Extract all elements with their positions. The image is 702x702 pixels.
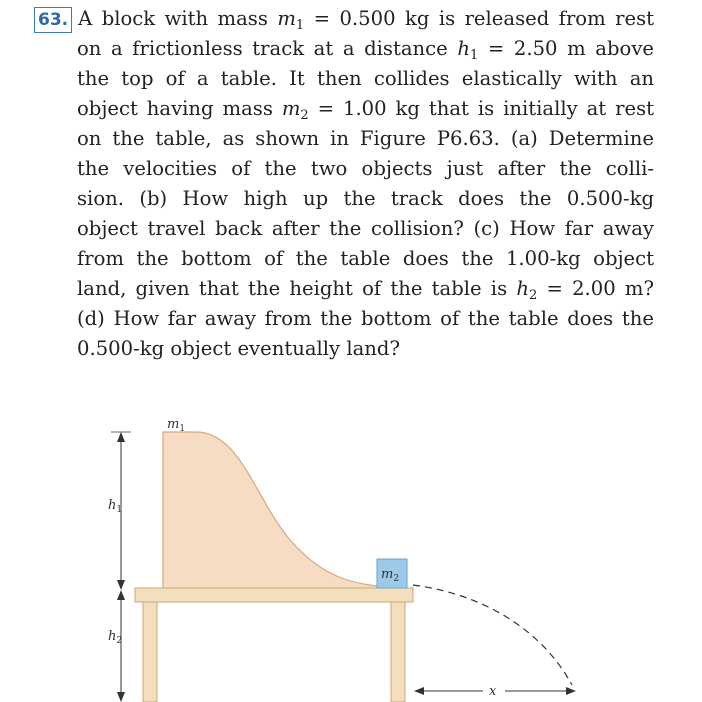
label-h1: $h_1$ — [108, 498, 123, 515]
problem-line: on the table, as shown in Figure P6.63. (a) Determine — [77, 127, 654, 150]
problem-line: on a frictionless track at a distance $h_1 = 2.50$ m above — [77, 37, 654, 63]
problem-line: 63. A block with mass $m_1 = 0.500$ kg is released from rest — [34, 4, 654, 34]
label-m1: $m_1$ — [167, 417, 186, 434]
problem-line: from the bottom of the table does the 1.00-kg object — [77, 247, 654, 270]
variable-h1: $h_1$ — [457, 37, 479, 63]
problem-line: object travel back after the collision? (c) How far away — [77, 217, 654, 240]
table-top — [135, 588, 413, 602]
label-h2: $h_2$ — [108, 629, 123, 646]
table-leg-right — [391, 602, 405, 702]
trajectory — [413, 585, 572, 685]
problem-line: 0.500-kg object eventually land? — [77, 337, 400, 360]
problem-line: land, given that the height of the table is $h_2 = 2.00$ m? — [77, 277, 654, 303]
figure-p6-63 — [0, 380, 702, 702]
problem-line: object having mass $m_2 = 1.00$ kg that is initially at rest — [77, 97, 654, 123]
label-x: x — [489, 684, 497, 699]
variable-m2: $m_2$ — [281, 97, 309, 123]
table-leg-left — [143, 602, 157, 702]
problem-line: the top of a table. It then collides elastically with an — [77, 67, 654, 90]
problem-line: (d) How far away from the bottom of the table does the — [77, 307, 654, 330]
problem-number: 63. — [34, 7, 72, 33]
variable-h2: $h_2$ — [516, 277, 538, 303]
problem-line: sion. (b) How high up the track does the 0.500-kg — [77, 187, 654, 210]
variable-m1: $m_1$ — [277, 7, 305, 33]
problem-line: the velocities of the two objects just after the colli- — [77, 157, 654, 180]
problem-text — [34, 4, 654, 364]
label-m2: $m_2$ — [381, 567, 400, 584]
frictionless-track — [163, 432, 400, 590]
